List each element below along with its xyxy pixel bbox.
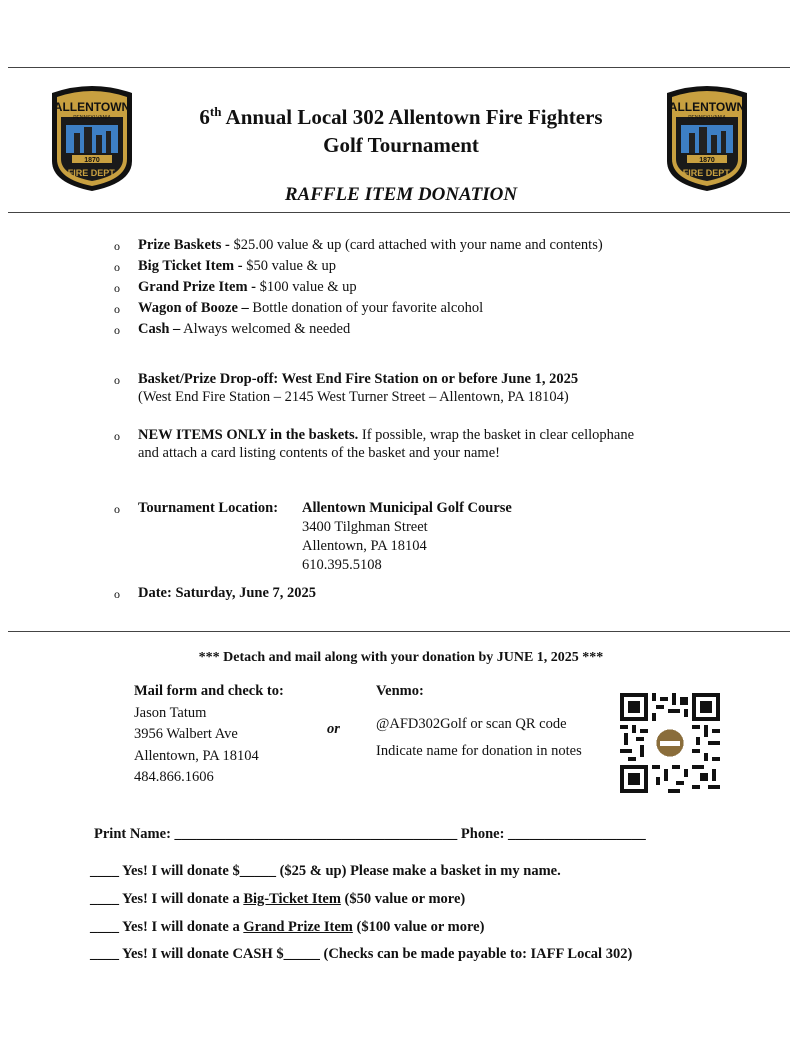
donation-option-big-ticket: ____ Yes! I will donate a Big-Ticket Item ($50 value or more) bbox=[90, 891, 466, 907]
location-street: 3400 Tilghman Street bbox=[302, 519, 428, 535]
header-divider bbox=[8, 212, 790, 213]
amount-blank[interactable]: _____ bbox=[283, 946, 320, 962]
detach-notice: *** Detach and mail along with your donation by JUNE 1, 2025 *** bbox=[198, 650, 604, 665]
venmo-qr-code-icon[interactable] bbox=[620, 693, 720, 793]
detach-divider bbox=[8, 631, 790, 632]
svg-text:PENNSYLVANIA: PENNSYLVANIA bbox=[73, 115, 111, 121]
bullet-icon: o bbox=[114, 323, 120, 337]
svg-text:PENNSYLVANIA: PENNSYLVANIA bbox=[688, 115, 726, 121]
print-name-row bbox=[94, 826, 646, 843]
page-title-line2: Golf Tournament bbox=[323, 133, 479, 157]
mail-city: Allentown, PA 18104 bbox=[134, 747, 259, 764]
list-item: Wagon of Booze – Bottle donation of your favorite alcohol bbox=[138, 300, 484, 316]
venmo-block bbox=[376, 681, 582, 763]
print-name-label: Print Name: bbox=[94, 826, 171, 842]
option-checkbox-blank[interactable]: ____ bbox=[90, 863, 119, 879]
svg-text:ALLENTOWN: ALLENTOWN bbox=[53, 100, 131, 114]
event-date: Date: Saturday, June 7, 2025 bbox=[138, 585, 317, 601]
phone-field[interactable]: ___________________ bbox=[508, 826, 646, 842]
svg-text:1870: 1870 bbox=[84, 157, 100, 164]
page-subtitle: RAFFLE ITEM DONATION bbox=[284, 184, 518, 205]
amount-blank[interactable]: _____ bbox=[239, 863, 276, 879]
svg-text:1870: 1870 bbox=[699, 157, 715, 164]
bullet-icon: o bbox=[114, 429, 120, 443]
venmo-handle: @AFD302Golf or scan QR code bbox=[376, 715, 567, 732]
bullet-icon: o bbox=[114, 260, 120, 274]
location-phone: 610.395.5108 bbox=[302, 557, 382, 573]
option-checkbox-blank[interactable]: ____ bbox=[90, 946, 119, 962]
donation-option-grand-prize: ____ Yes! I will donate a Grand Prize Item ($100 value or more) bbox=[90, 919, 485, 935]
mail-street: 3956 Walbert Ave bbox=[134, 726, 238, 742]
bullet-icon: o bbox=[114, 239, 120, 253]
page-title: 6th Annual Local 302 Allentown Fire Fighters bbox=[199, 104, 603, 129]
list-item: Big Ticket Item - $50 value & up bbox=[138, 258, 337, 274]
dropoff-info: Basket/Prize Drop-off: West End Fire Station on or before June 1, 2025 bbox=[138, 371, 579, 387]
bullet-icon: o bbox=[114, 302, 120, 316]
svg-text:FIRE DEPT.: FIRE DEPT. bbox=[67, 168, 117, 178]
mail-name: Jason Tatum bbox=[134, 704, 207, 721]
bullet-icon: o bbox=[114, 281, 120, 295]
list-item: Cash – Always welcomed & needed bbox=[138, 321, 351, 337]
mail-address-block bbox=[134, 681, 284, 789]
venmo-heading: Venmo: bbox=[376, 683, 424, 699]
list-item: Grand Prize Item - $100 value & up bbox=[138, 279, 357, 295]
top-divider bbox=[8, 67, 790, 68]
location-label: Tournament Location: bbox=[138, 500, 279, 516]
dropoff-address: (West End Fire Station – 2145 West Turner Street – Allentown, PA 18104) bbox=[138, 389, 569, 405]
new-items-note-line2: and attach a card listing contents of the basket and your name! bbox=[138, 445, 500, 461]
option-checkbox-blank[interactable]: ____ bbox=[90, 919, 119, 935]
svg-text:FIRE DEPT.: FIRE DEPT. bbox=[682, 168, 732, 178]
new-items-note: NEW ITEMS ONLY in the baskets. If possible, wrap the basket in clear cellophane bbox=[138, 427, 635, 443]
phone-label: Phone: bbox=[460, 826, 505, 842]
bullet-icon: o bbox=[114, 587, 120, 601]
list-item: Prize Baskets - $25.00 value & up (card attached with your name and contents) bbox=[138, 237, 603, 253]
mail-phone: 484.866.1606 bbox=[134, 769, 214, 785]
location-name: Allentown Municipal Golf Course bbox=[302, 500, 512, 516]
donation-option-cash: ____ Yes! I will donate CASH $_____ (Checks can be made payable to: IAFF Local 302) bbox=[90, 946, 633, 962]
location-city: Allentown, PA 18104 bbox=[302, 538, 427, 554]
donation-option-basket: ____ Yes! I will donate $_____ ($25 & up) Please make a basket in my name. bbox=[90, 863, 561, 879]
print-name-field[interactable]: _______________________________________ bbox=[174, 826, 458, 842]
mail-heading: Mail form and check to: bbox=[134, 683, 284, 699]
venmo-note: Indicate name for donation in notes bbox=[376, 743, 582, 759]
svg-text:ALLENTOWN: ALLENTOWN bbox=[668, 100, 746, 114]
bullet-icon: o bbox=[114, 502, 120, 516]
option-checkbox-blank[interactable]: ____ bbox=[90, 891, 119, 907]
or-separator: or bbox=[327, 721, 340, 737]
bullet-icon: o bbox=[114, 373, 120, 387]
